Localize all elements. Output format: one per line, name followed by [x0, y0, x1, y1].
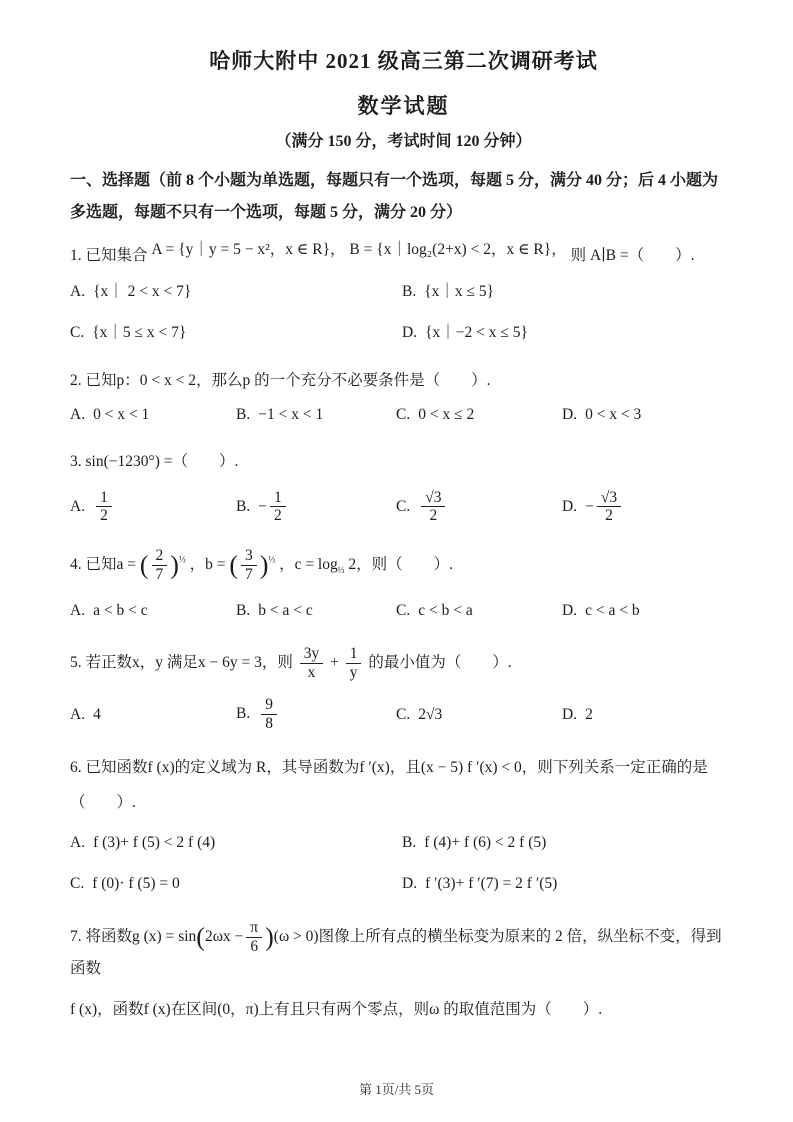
fraction-numerator: 3y — [303, 645, 320, 663]
q5-option-c — [396, 702, 562, 728]
q6-options — [70, 830, 737, 897]
q4-option-b-text: b < a < c — [258, 601, 313, 619]
q2-option-b-label: B. — [236, 405, 251, 423]
right-paren: ) — [265, 922, 274, 952]
q6-option-c-label: C. — [70, 875, 85, 893]
fraction-numerator: 2 — [155, 547, 164, 565]
q4-option-a-text: a < b < c — [93, 601, 148, 619]
q2-option-b — [236, 402, 396, 428]
page-number: 第 1页/共 5页 — [358, 1082, 435, 1097]
q2-option-d-text: 0 < x < 3 — [585, 405, 642, 423]
q4-option-a — [70, 598, 236, 624]
q7-prefix: 7. 将函数g (x) = sin — [70, 927, 197, 945]
q1-option-c — [70, 320, 402, 346]
fraction-denominator: 7 — [152, 565, 168, 584]
q3-option-b-sign: − — [258, 497, 267, 515]
q6-option-b-label: B. — [402, 833, 417, 851]
fraction — [300, 645, 324, 682]
q6-option-a-text: f (3)+ f (5) < 2 f (4) — [93, 833, 216, 851]
question-1 — [70, 243, 737, 346]
q5-options — [70, 696, 737, 733]
q4-options — [70, 598, 737, 624]
exam-meta: （满分 150 分，考试时间 120 分钟） — [275, 132, 532, 150]
fraction-denominator: 7 — [241, 565, 257, 584]
q1-option-a-label: A. — [70, 282, 86, 300]
q5-option-d — [562, 702, 737, 728]
q1-option-d-text: {x｜−2 < x ≤ 5} — [425, 324, 528, 342]
q4-suffix: 2，则（ ）. — [348, 556, 454, 574]
q5-option-c-label: C. — [396, 705, 411, 723]
fraction-denominator: 2 — [96, 506, 112, 525]
q7-inner: 2ωx − — [204, 927, 244, 945]
q2-options — [70, 402, 737, 428]
q4-option-b — [236, 598, 396, 624]
q2-option-a — [70, 402, 236, 428]
q7-line1-tail: 图像上所有点的横坐标变为原来的 2 倍，纵坐标不变，得到函数 — [70, 927, 722, 977]
q2-option-c-text: 0 < x ≤ 2 — [418, 405, 475, 423]
section-header — [70, 165, 737, 229]
q5-plus: + — [330, 654, 339, 672]
fraction — [246, 919, 262, 956]
q4-mid1: ，b = — [189, 556, 226, 574]
fraction — [270, 489, 286, 526]
q2-option-c-label: C. — [396, 405, 411, 423]
q1-prefix: 1. 已知集合 — [70, 247, 148, 265]
q6-option-a-label: A. — [70, 833, 86, 851]
q1-option-a — [70, 279, 402, 305]
q5-stem — [70, 645, 737, 682]
fraction-denominator: 2 — [597, 506, 621, 525]
q4-option-d-label: D. — [562, 601, 578, 619]
question-4 — [70, 547, 737, 623]
q6-stem-line1: 6. 已知函数f (x)的定义域为 R，其导函数为f ′(x)，且(x − 5) f ′(x) < 0，则下列关系一定正确的是 — [70, 758, 708, 776]
fraction — [421, 489, 445, 526]
q2-option-a-text: 0 < x < 1 — [93, 405, 150, 423]
q2-stem: 2. 已知p：0 < x < 2，那么p 的一个充分不必要条件是（ ）. — [70, 371, 491, 389]
q6-option-a — [70, 830, 402, 856]
q3-option-d-sign: − — [585, 497, 594, 515]
question-6 — [70, 755, 737, 897]
fraction-numerator: 3 — [245, 547, 253, 565]
q4-exponent-a: ⅓ — [178, 555, 186, 565]
q6-option-d-text: f ′(3)+ f ′(7) = 2 f ′(5) — [425, 875, 558, 893]
q4-exponent-b: ⅓ — [268, 555, 276, 565]
left-paren: ( — [229, 550, 239, 580]
q5-suffix: 的最小值为（ ）. — [368, 654, 512, 672]
q1-options — [70, 279, 737, 346]
fraction-denominator: 2 — [270, 506, 286, 525]
q1-option-b — [402, 279, 737, 305]
right-paren: ) — [170, 550, 179, 580]
q3-option-c-label: C. — [396, 497, 411, 515]
q3-stem: 3. sin(−1230°) =（ ）. — [70, 453, 239, 471]
q7-stem-line2: f (x)，函数f (x)在区间(0，π)上有且只有两个零点，则ω 的取值范围为（ ）. — [70, 1001, 603, 1019]
fraction-numerator: 1 — [273, 488, 282, 506]
q5-prefix: 5. 若正数x，y 满足x − 6y = 3，则 — [70, 654, 293, 672]
q6-stem-line2: （ ）. — [70, 794, 136, 812]
q6-option-c-text: f (0)· f (5) = 0 — [92, 875, 180, 893]
fraction — [96, 489, 112, 526]
fraction-denominator: 8 — [261, 714, 277, 733]
q1-stem — [70, 243, 737, 269]
q4-option-d-text: c < a < b — [585, 601, 640, 619]
question-3 — [70, 449, 737, 525]
q4-option-b-label: B. — [236, 601, 251, 619]
fraction — [261, 696, 277, 733]
q3-option-d — [562, 489, 737, 526]
fraction-numerator: 1 — [349, 645, 358, 663]
q5-option-d-label: D. — [562, 705, 578, 723]
q5-option-a-label: A. — [70, 705, 86, 723]
q3-option-b-label: B. — [236, 497, 251, 515]
question-7 — [70, 919, 737, 1023]
fraction — [597, 489, 621, 526]
fraction-denominator: y — [346, 663, 362, 682]
q4-option-c-label: C. — [396, 601, 411, 619]
section-line2: 多选题，每题不只有一个选项，每题 5 分，满分 20 分） — [70, 204, 463, 222]
q2-option-c — [396, 402, 562, 428]
q5-option-b-label: B. — [236, 704, 251, 722]
fraction — [346, 645, 362, 682]
q2-option-b-text: −1 < x < 1 — [258, 405, 324, 423]
question-2 — [70, 368, 737, 427]
q1-set-b: B = {x｜log₂(2+x) < 2，x ∈ R}， — [349, 241, 567, 259]
q4-option-c — [396, 598, 562, 624]
fraction-denominator: 2 — [421, 506, 445, 525]
q3-option-a — [70, 489, 236, 526]
right-paren: ) — [259, 550, 269, 580]
q5-option-b — [236, 696, 396, 733]
q6-option-d — [402, 871, 737, 897]
q6-option-b — [402, 830, 737, 856]
q4-log-base: ⅓ — [337, 565, 345, 576]
q4-option-d — [562, 598, 737, 624]
section-line1: 一、选择题（前 8 个小题为单选题，每题只有一个选项，每题 5 分，满分 40 分；后 4 小题为 — [70, 172, 719, 190]
fraction-numerator: π — [250, 918, 259, 936]
fraction — [241, 547, 257, 584]
q1-option-a-text: {x｜ 2 < x < 7} — [93, 282, 192, 300]
fraction-denominator: x — [300, 663, 324, 682]
q4-option-c-text: c < b < a — [418, 601, 473, 619]
q2-option-d — [562, 402, 737, 428]
fraction-denominator: 6 — [246, 937, 262, 956]
q1-option-c-label: C. — [70, 324, 85, 342]
q3-option-c — [396, 489, 562, 526]
q1-suffix: 则 A∣B =（ ）. — [570, 247, 695, 265]
fraction-numerator: √3 — [600, 488, 618, 506]
q1-option-d — [402, 320, 737, 346]
q3-option-d-label: D. — [562, 497, 578, 515]
left-paren: ( — [139, 550, 149, 580]
q3-option-a-label: A. — [70, 497, 86, 515]
q1-option-b-text: {x｜x ≤ 5} — [424, 282, 495, 300]
q1-set-a: A = {y｜y = 5 − x²，x ∈ R}， — [151, 241, 346, 259]
q2-option-a-label: A. — [70, 405, 86, 423]
q4-option-a-label: A. — [70, 601, 86, 619]
q4-stem — [70, 547, 737, 584]
q1-option-b-label: B. — [402, 282, 417, 300]
q5-option-c-text: 2√3 — [418, 705, 443, 723]
fraction-numerator: √3 — [425, 488, 442, 506]
fraction — [152, 547, 168, 584]
q6-option-c — [70, 871, 402, 897]
q1-option-c-text: {x｜5 ≤ x < 7} — [92, 324, 187, 342]
fraction-numerator: 1 — [100, 488, 108, 506]
q7-stem-line1 — [70, 919, 737, 981]
page-subtitle: 数学试题 — [357, 93, 450, 118]
q2-option-d-label: D. — [562, 405, 578, 423]
q3-option-b — [236, 489, 396, 526]
left-paren: ( — [196, 922, 205, 952]
fraction-numerator: 9 — [265, 696, 273, 714]
q5-option-d-text: 2 — [585, 705, 593, 723]
q4-prefix: 4. 已知a = — [70, 556, 136, 574]
q1-option-d-label: D. — [402, 324, 418, 342]
q5-option-a-text: 4 — [93, 705, 101, 723]
q6-option-d-label: D. — [402, 875, 418, 893]
q6-option-b-text: f (4)+ f (6) < 2 f (5) — [424, 833, 547, 851]
q3-options — [70, 489, 737, 526]
q7-omega-condition: (ω > 0) — [273, 927, 319, 945]
question-5 — [70, 645, 737, 732]
page-title: 哈师大附中 2021 级高三第二次调研考试 — [209, 49, 598, 73]
q4-mid2: ，c = log — [279, 556, 338, 574]
q5-option-a — [70, 702, 236, 728]
